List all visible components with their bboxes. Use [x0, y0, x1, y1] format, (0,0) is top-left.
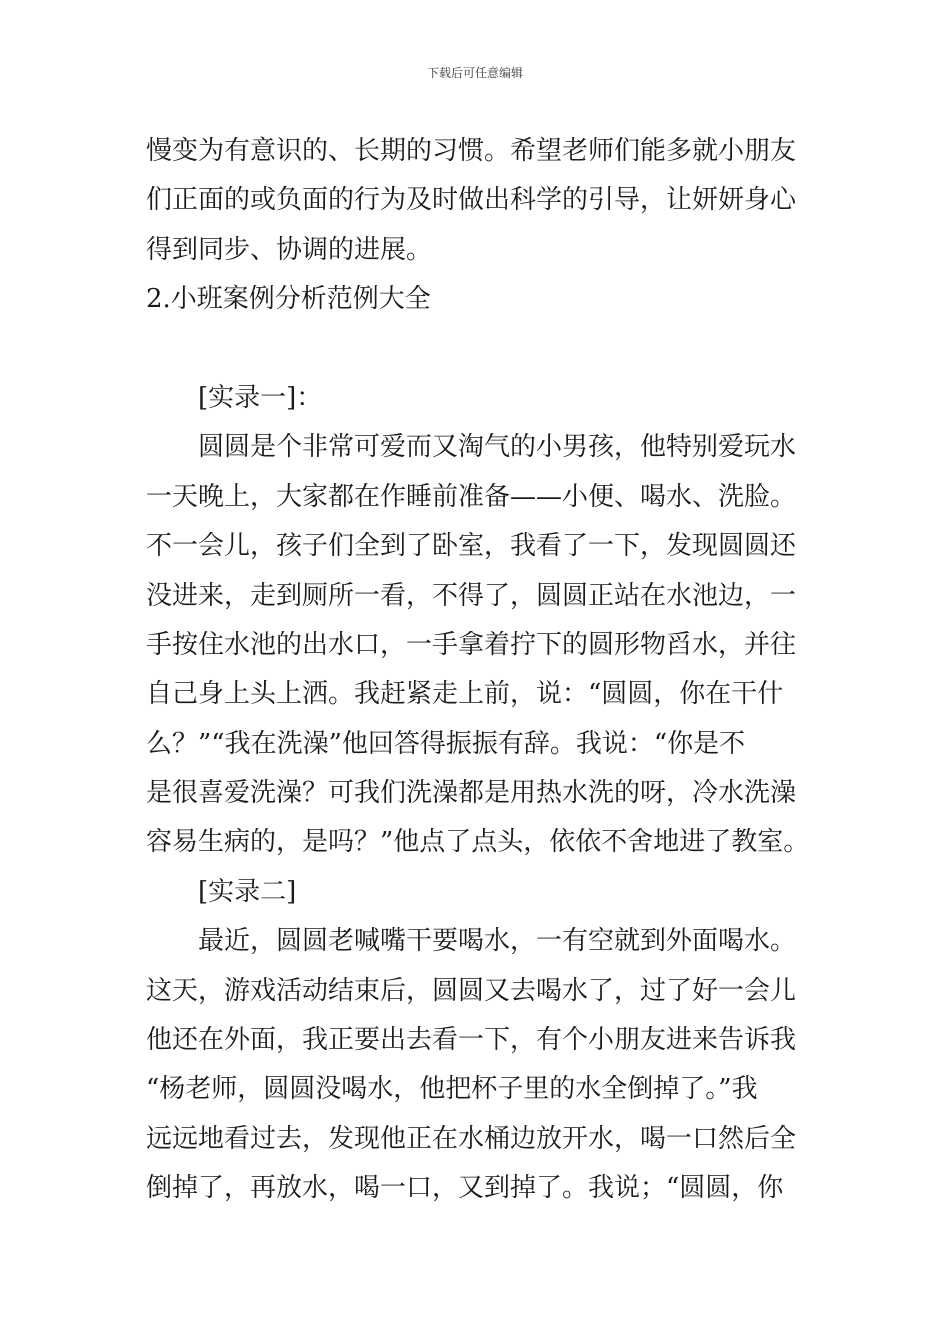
- record-heading: [实录二]: [198, 876, 297, 907]
- text-line: 最近，圆圆老喊嘴干要喝水，一有空就到外面喝水。: [198, 926, 797, 957]
- text-line: 倒掉了，再放水，喝一口，又到掉了。我说；“圆圆，你: [146, 1173, 784, 1204]
- document-body: [146, 127, 816, 1214]
- text-line: 自己身上头上洒。我赶紧走上前，说：“圆圆，你在干什: [146, 679, 784, 710]
- text-line: 容易生病的，是吗？”他点了点头，依依不舍地进了教室。: [146, 827, 810, 858]
- record-heading: [实录一]：: [198, 382, 323, 413]
- text-line: 慢变为有意识的、长期的习惯。希望老师们能多就小朋友: [146, 136, 797, 166]
- text-line: 得到同步、协调的进展。: [146, 234, 433, 265]
- text-line: 圆圆是个非常可爱而又淘气的小男孩，他特别爱玩水: [198, 432, 797, 463]
- text-line: 这天，游戏活动结束后，圆圆又去喝水了，过了好一会儿: [146, 975, 797, 1006]
- text-line: 是很喜爱洗澡？可我们洗澡都是用热水洗的呀，冷水洗澡: [146, 778, 797, 809]
- section-heading: 2.小班案例分析范例大全: [146, 284, 431, 315]
- text-line: 手按住水池的出水口，一手拿着拧下的圆形物舀水，并往: [146, 629, 797, 660]
- text-line: 没进来，走到厕所一看，不得了，圆圆正站在水池边，一: [146, 580, 797, 611]
- text-line: 不一会儿，孩子们全到了卧室，我看了一下，发现圆圆还: [146, 531, 797, 562]
- page-header: 下载后可任意编辑: [426, 66, 523, 80]
- blank-line: [146, 325, 816, 374]
- text-line: 他还在外面，我正要出去看一下，有个小朋友进来告诉我: [146, 1025, 797, 1056]
- text-line: 们正面的或负面的行为及时做出科学的引导，让妍妍身心: [146, 185, 797, 216]
- text-line: 远远地看过去，发现他正在水桶边放开水，喝一口然后全: [146, 1123, 797, 1154]
- text-line: “杨老师，圆圆没喝水，他把杯子里的水全倒掉了。”我: [146, 1074, 758, 1105]
- text-line: 么？”“我在洗澡”他回答得振振有辞。我说：“你是不: [146, 728, 746, 759]
- text-line: 一天晚上，大家都在作睡前准备——小便、喝水、洗脸。: [146, 481, 797, 512]
